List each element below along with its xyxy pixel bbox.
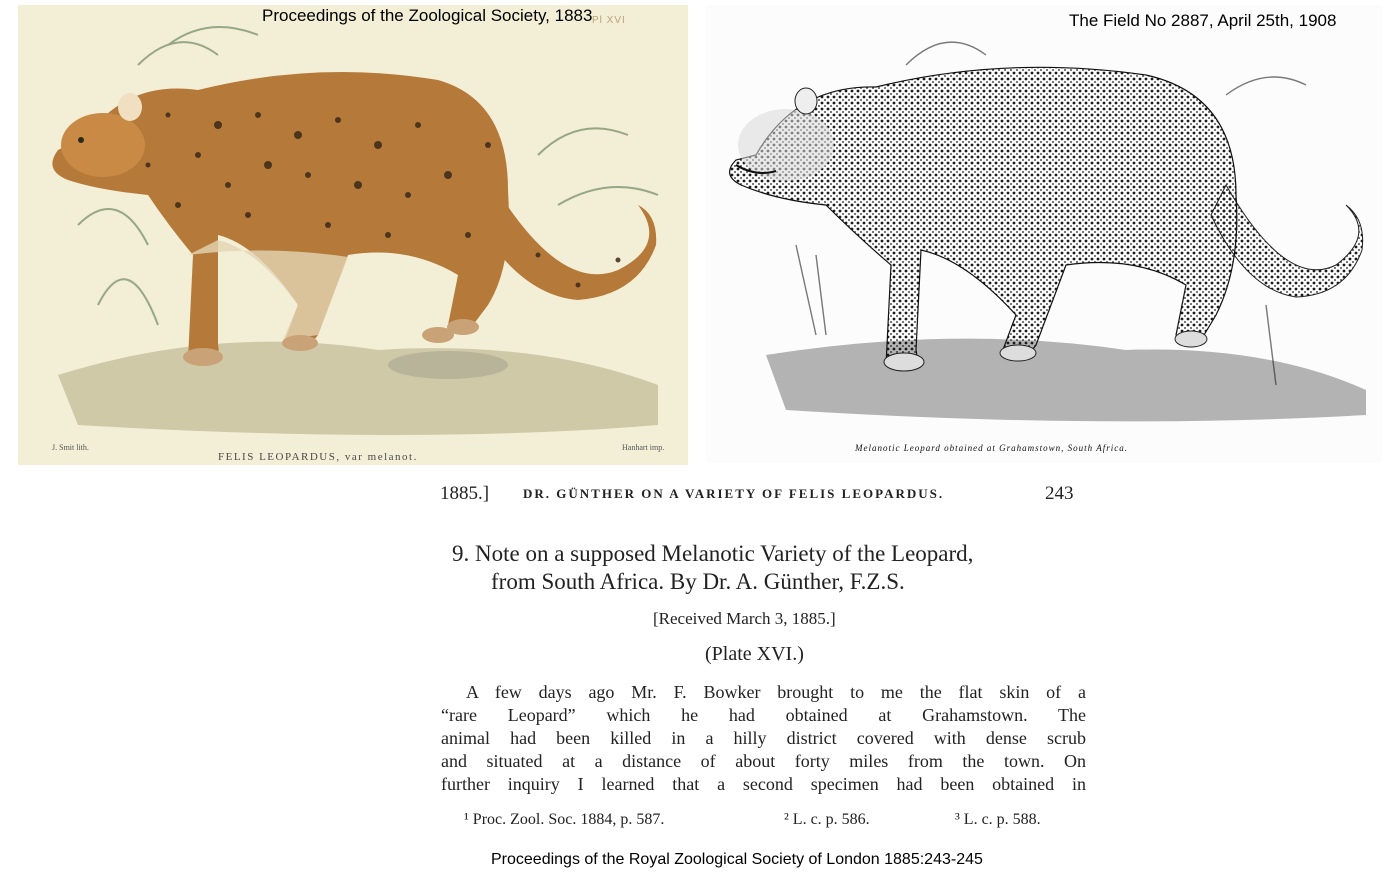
note-title-line-1: 9. Note on a supposed Melanotic Variety of the Leopard, xyxy=(452,541,974,566)
body-text-line: “rare Leopard” which he had obtained at Grahamstown. The xyxy=(441,705,1086,725)
received-date: [Received March 3, 1885.] xyxy=(653,609,836,628)
leopard-monochrome-illustration xyxy=(706,5,1382,463)
footnote: ² L. c. p. 586. xyxy=(784,811,870,828)
footnote: ¹ Proc. Zool. Soc. 1884, p. 587. xyxy=(464,811,665,828)
header-year: 1885.] xyxy=(440,483,490,504)
right-plate-caption: Melanotic Leopard obtained at Grahamstown, South Africa. xyxy=(855,443,1128,453)
artist-credit: J. Smit lith. xyxy=(52,443,89,452)
left-source-label: Proceedings of the Zoological Society, 1883 xyxy=(262,6,593,25)
leopard-color-illustration xyxy=(18,5,688,465)
note-title-line-2: from South Africa. By Dr. A. Günther, F.Z.S. xyxy=(491,569,905,594)
left-plate-caption: FELIS LEOPARDUS, var melanot. xyxy=(218,451,418,463)
body-text-line: and situated at a distance of about forty miles from the town. On xyxy=(441,751,1086,771)
right-source-label: The Field No 2887, April 25th, 1908 xyxy=(1069,11,1337,30)
plate-reference: (Plate XVI.) xyxy=(705,643,804,665)
footnote: ³ L. c. p. 588. xyxy=(955,811,1041,828)
body-text-line: animal had been killed in a hilly district covered with dense scrub xyxy=(441,728,1086,748)
printer-credit: Hanhart imp. xyxy=(622,443,665,452)
right-plate-image xyxy=(706,5,1382,463)
header-title: DR. GÜNTHER ON A VARIETY OF FELIS LEOPARDUS. xyxy=(523,486,945,501)
body-text-line: further inquiry I learned that a second specimen had been obtained in xyxy=(441,774,1086,794)
header-page-number: 243 xyxy=(1045,483,1074,504)
plate-code-label: Pl XVI xyxy=(592,15,626,26)
left-plate-image xyxy=(18,5,688,465)
body-text-line: A few days ago Mr. F. Bowker brought to me the flat skin of a xyxy=(466,682,1086,702)
bottom-citation: Proceedings of the Royal Zoological Society of London 1885:243-245 xyxy=(491,851,983,868)
